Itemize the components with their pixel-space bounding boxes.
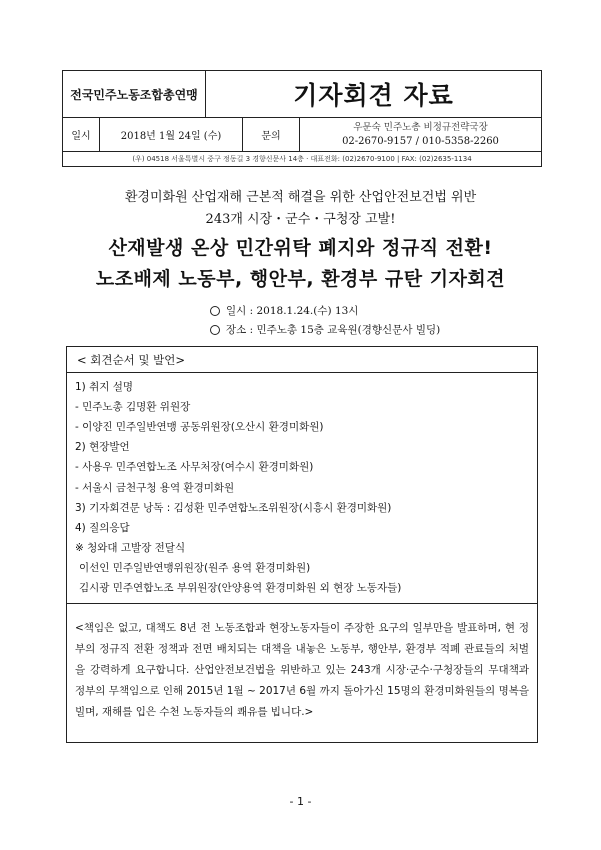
page-number: - 1 -: [289, 795, 312, 808]
program-line: ※ 청와대 고발장 전달식: [75, 542, 186, 555]
organization-name: 전국민주노동조합총연맹: [63, 71, 206, 117]
address-line: (우) 04518 서울특별시 중구 정동길 3 경향신문사 14층 · 대표전화: (02)2670-9100 | FAX: (02)2635-1134: [132, 155, 472, 163]
program-line: - 사용우 민주연합노조 사무처장(여수시 환경미화원): [75, 461, 314, 474]
contact-phones: 02-2670-9157 / 010-5358-2260: [342, 135, 499, 147]
statement-box: [66, 602, 538, 743]
event-place-text: 장소 : 민주노총 15층 교육원(경향신문사 빌딩): [226, 324, 441, 336]
program-list: [67, 373, 537, 598]
subtitle-line-1: 환경미화원 산업재해 근본적 해결을 위한 산업안전보건법 위반: [124, 190, 477, 205]
program-line: 김시광 민주연합노조 부위원장(안양용역 환경미화원 외 현장 노동자들): [79, 582, 402, 595]
main-title-line-1: 산재발생 온상 민간위탁 폐지와 정규직 전환!: [108, 237, 493, 259]
header-top-row: [63, 71, 541, 118]
header-info-row: [63, 118, 541, 152]
circle-bullet-icon: [210, 306, 220, 316]
date-value: 2018년 1월 24일 (수): [100, 118, 243, 151]
event-datetime-text: 일시 : 2018.1.24.(수) 13시: [226, 305, 359, 317]
contact-info: [300, 118, 541, 151]
program-line: 4) 질의응답: [75, 521, 130, 534]
contact-name: 우문숙 민주노총 비정규전략국장: [353, 121, 488, 133]
program-line: - 서울시 금천구청 용역 환경미화원: [75, 481, 235, 494]
program-line: - 민주노총 김명환 위원장: [75, 400, 191, 413]
contact-label: 문의: [243, 118, 300, 151]
program-line: 3) 기자회견문 낭독 : 김성환 민주연합노조위원장(시흥시 환경미화원): [75, 501, 392, 514]
program-box: [66, 346, 538, 604]
event-place: [210, 322, 440, 337]
document-title: 기자회견 자료: [293, 81, 454, 110]
main-title-line-2: 노조배제 노동부, 행안부, 환경부 규탄 기자회견: [95, 268, 506, 290]
program-line: 이선인 민주일반연맹위원장(원주 용역 환경미화원): [79, 562, 311, 575]
program-heading: < 회견순서 및 발언>: [67, 347, 537, 373]
circle-bullet-icon: [210, 325, 220, 335]
date-label: 일시: [63, 118, 100, 151]
subtitle-line-2: 243개 시장・군수・구청장 고발!: [205, 212, 396, 227]
program-line: - 이양진 민주일반연맹 공동위원장(오산시 환경미화원): [75, 420, 324, 433]
program-line: 1) 취지 설명: [75, 380, 134, 393]
event-datetime: [210, 303, 358, 318]
statement-text: <책임은 없고, 대책도 8년 전 노동조합과 현장노동자들이 주장한 요구의 일부만을 발표하며, 현 정부의 정규직 전환 정책과 전면 배치되는 대책을 내놓은 노동부, 행안부, 환경부 적폐 관료들의 처벌을 강력하게 요구합니다. 산업안전보건법을 위반하고 있는 243개 시장·군수·구청장들의 무대책과 정부의 무책임으로 인해 2015년 1월 ~ 2017년 6월 까지 돌아가신 15명의 환경미화원들의 명복을 빌며, 재해를 입은 수천 노동자들의 쾌유를 빕니다.>: [75, 622, 529, 718]
program-line: 2) 현장발언: [75, 441, 130, 454]
header-table: [62, 70, 542, 167]
